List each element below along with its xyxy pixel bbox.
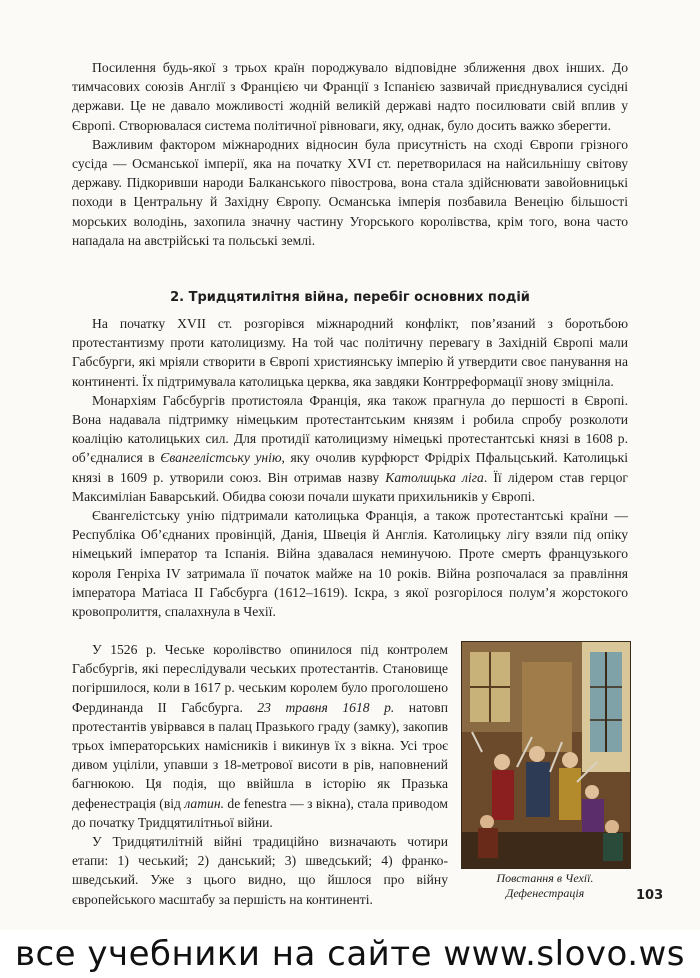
section-heading: 2. Тридцятилітня війна, перебіг основних подій (170, 290, 530, 305)
defenestration-illustration (461, 641, 631, 869)
term-evangelical-union: Євангелістську унію (160, 450, 282, 466)
main-section (72, 314, 628, 621)
term-catholic-league: Католицька ліга (385, 469, 484, 485)
page-number: 103 (636, 888, 664, 903)
paragraph: На початку XVII ст. розгорівся міжнародний конфлікт, пов’язаний з боротьбою протестантизму проти католицизму. На той час політичну перевагу в Західній Європі мали Габсбурги, які мріяли створити в Європі християнську імперію й утвердити своє панування на континенті. Їх підтримувала католицька церква, яка завдяки Контрреформації знову зміцніла. (72, 316, 628, 389)
text-run: натовп протестантів увірвався в палац Празького граду (замку), закопив трьох імператорських намісників і викинув їх з вікна. Усі троє дивом уціліли, упавши з 18-метрової висоти в рів, наповнений багнюкою. Ця подія, що ввійшла в історію як Празька дефенестрація (від (72, 699, 448, 811)
latin-abbrev: латин. (184, 795, 224, 811)
paragraph: Євангелістську унію підтримали католицька Франція, а також протестантські країни — Республіка Об’єднаних провінцій, Данія, Швеція й Англія. Католицьку лігу взяли під опіку німецький імператор та Іспанія. Війна здавалася неминучою. Проте смерть французького короля Генріха IV затримала її початок майже на 10 років. Війна розпочалася за правління імператора Матіаса II Габсбурга (1612–1619). Іскра, з якої розгорілося полум’я жорстокого кровопролиття, спалахнула в Чехії. (72, 508, 628, 620)
intro-section (72, 58, 628, 250)
footer-banner: все учебники на сайте www.slovo.ws (0, 930, 700, 978)
figure-caption (455, 871, 635, 901)
paragraph (72, 391, 628, 506)
date-emphasis: 23 травня 1618 р. (257, 699, 395, 715)
paragraph: Посилення будь-якої з трьох країн породжувало відповідне зближення двох інших. До тимчасових союзів Англії з Францією чи Франції з Іспанією зазвичай приєднувалися сусідні держави. Це не давало можливості жодній великій державі надто посилювати свій вплив у Європі. Створювалася система політичної рівноваги, яку, однак, було досить важко зберегти. (72, 60, 628, 133)
caption-line: Дефенестрація (505, 886, 585, 900)
caption-line: Повстання в Чехії. (496, 871, 594, 885)
text-run: . Її лідером став герцог Максиміліан Баварський. Обидва союзи почали шукати прихильників у Європі. (72, 469, 628, 504)
illustration-drawing (462, 642, 630, 868)
text-run: Монархіям Габсбургів протистояла Франція, яка також прагнула до першості в Європі. Вона надавала підтримку німецьким протестантським князям і робила спробу розколоти коаліцію католицьких сил. Для протидії католицизму німецькі протестантські князі в 1608 р. об’єдналися в (72, 392, 628, 466)
narrow-column (72, 640, 448, 909)
paragraph: У Тридцятилітній війні традиційно визначають чотири етапи: 1) чеський; 2) данський; 3) шведський; 4) франко-шведський. Уже з цього видно, що йшлося про війну європейського масштабу за першість на континенті. (72, 834, 448, 907)
text-run: de fenestra — з вікна), стала приводом до початку Тридцятилітньої війни. (72, 795, 448, 830)
paragraph: Важливим фактором міжнародних відносин була присутність на сході Європи грізного сусіда — Османської імперії, яка на початку XVI ст. перетворилася на найсильнішу світову державу. Підкоривши народи Балканського півострова, вона стала здійснювати завойовницькі походи в Центральну й Західну Європу. Османська імперія позбавила Венецію більшості морських володінь, захопила значну частину Угорського королівства, крім того, вона часто нападала на австрійські та польські землі. (72, 136, 628, 248)
text-run: , яку очолив курфюрст Фрідріх Пфальцський. Католицькі князі в 1609 р. утворили союз. Він отримав назву (72, 450, 628, 485)
text-run: У 1526 р. Чеське королівство опинилося під контролем Габсбургів, які переслідували чеських протестантів. Становище погіршилося, коли в 1617 р. чеським королем було проголошено Фердинанда II Габсбурга. (72, 642, 448, 715)
paragraph (72, 640, 448, 832)
